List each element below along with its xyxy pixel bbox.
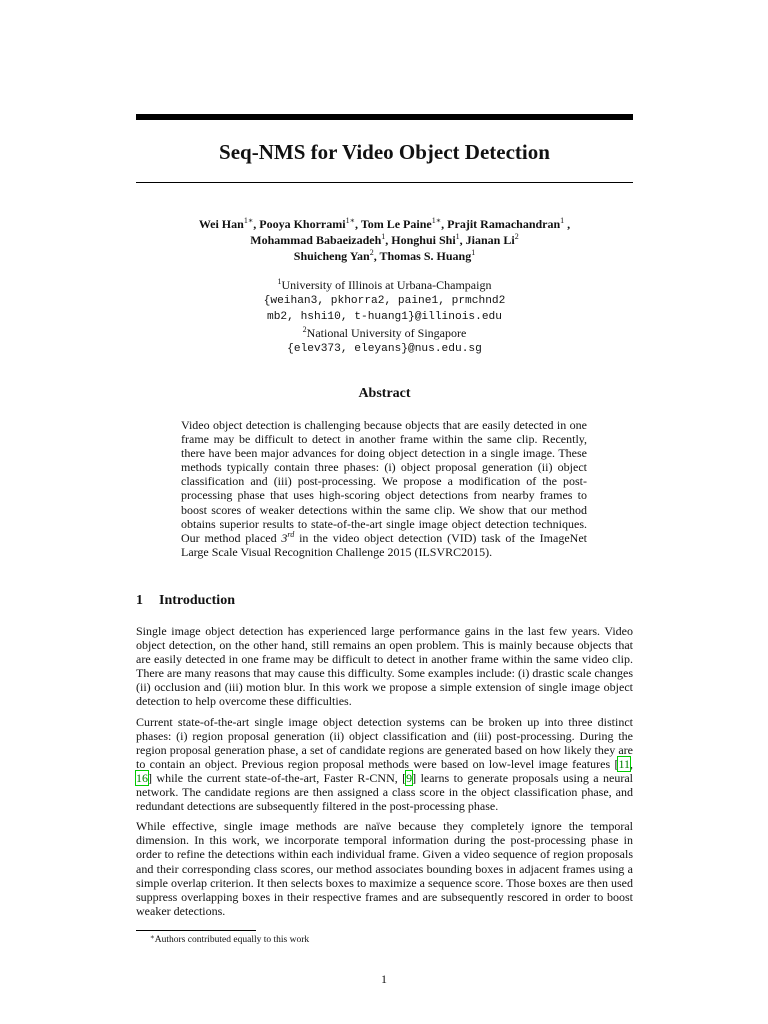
footnote-rule bbox=[136, 930, 256, 931]
author-affiliation-mark: 1 bbox=[431, 216, 436, 225]
paper-title: Seq-NMS for Video Object Detection bbox=[219, 140, 550, 164]
affiliation-1 bbox=[136, 277, 633, 293]
citation-link[interactable]: 16 bbox=[136, 770, 148, 785]
author-list bbox=[136, 216, 633, 264]
abstract-heading: Abstract bbox=[358, 386, 411, 401]
paragraph-2 bbox=[136, 715, 633, 814]
abstract-text bbox=[181, 418, 587, 559]
author-separator: , bbox=[441, 217, 448, 231]
placement-rank bbox=[281, 531, 294, 545]
abstract-text-part: Video object detection is challenging because objects that are easily detected in one frame may be difficult to detect in another frame within the same clip. Recently, there have been major advances for doing object detection in a single image. These methods typically contain three phases: (i) object proposal generation (ii) object classification and (iii) post-processing. We propose a modification of the post-processing phase that uses high-scoring object detections from nearby frames to boost scores of weaker detections within the same clip. We show that our method obtains superior results to state-of-the-art single image object detection techniques. Our method placed bbox=[181, 418, 587, 545]
email-line-3: {elev373, eleyans}@nus.edu.sg bbox=[287, 343, 482, 355]
author-name: Wei Han bbox=[198, 217, 244, 231]
equal-contribution-mark: ∗ bbox=[435, 216, 442, 225]
title-bottom-rule bbox=[136, 182, 633, 183]
affiliation-name: University of Illinois at Urbana-Champaign bbox=[281, 278, 492, 292]
author-affiliation-mark: 1 bbox=[243, 216, 248, 225]
email-line-1: {weihan3, pkhorra2, paine1, prmchnd2 bbox=[263, 295, 506, 307]
equal-contribution-mark: ∗ bbox=[349, 216, 356, 225]
author-line-1 bbox=[136, 216, 633, 232]
author-separator: , bbox=[459, 233, 466, 247]
section-heading-introduction bbox=[136, 591, 235, 611]
author-line-2 bbox=[136, 232, 633, 248]
author-affiliation-mark: 1 bbox=[345, 216, 350, 225]
page-number: 1 bbox=[381, 972, 387, 986]
author-separator: , bbox=[355, 217, 361, 231]
author-affiliation-mark: 1 bbox=[381, 232, 386, 241]
affiliation-2 bbox=[136, 325, 633, 341]
footnote-text: Authors contributed equally to this work bbox=[154, 935, 310, 945]
author-name: Pooya Khorrami bbox=[259, 217, 346, 231]
section-number: 1 bbox=[136, 593, 143, 608]
author-name: Mohammad Babaeizadeh bbox=[250, 233, 382, 247]
author-separator: , bbox=[564, 217, 571, 231]
affiliation-number: 2 bbox=[302, 325, 307, 334]
abstract-text-part: in the video object detection (VID) task of the ImageNet Large Scale Visual Recognition Challenge 2015 (ILSVRC2015). bbox=[181, 530, 587, 559]
affiliation-name: National University of Singapore bbox=[306, 326, 467, 340]
affiliation-number: 1 bbox=[277, 277, 282, 286]
author-affiliation-mark: 1 bbox=[560, 216, 565, 225]
email-line-2: mb2, hshi10, t-huang1}@illinois.edu bbox=[267, 311, 502, 323]
author-affiliation-mark: 2 bbox=[514, 232, 519, 241]
paragraph-text: learns to generate proposals using a neural network. The candidate regions are then assigned a class score in the object classification phase, and redundant detections are subsequently filtered in the post-processing phase. bbox=[136, 770, 633, 814]
author-separator: , bbox=[373, 249, 380, 263]
author-name: Shuicheng Yan bbox=[293, 249, 370, 263]
citation-bracket: ] bbox=[412, 770, 417, 785]
author-separator: , bbox=[253, 217, 260, 231]
author-line-3 bbox=[136, 248, 633, 264]
citation-link[interactable]: 9 bbox=[406, 770, 413, 785]
paragraph-text: Current state-of-the-art single image object detection systems can be broken up into three distinct phases: (i) region proposal generation (ii) object classification and (iii) post-processing. During the region proposal generation phase, a set of candidate regions are generated based on how likely they are to contain an object. Previous region proposal methods were based on low-level image features bbox=[136, 714, 633, 771]
introduction-body bbox=[136, 624, 633, 924]
placement-number: 3 bbox=[281, 530, 288, 545]
author-name: Thomas S. Huang bbox=[379, 249, 472, 263]
citation-bracket: ] bbox=[148, 770, 152, 785]
title-top-rule bbox=[136, 114, 633, 120]
citation-bracket: [ bbox=[402, 770, 407, 785]
citation-separator: , bbox=[630, 756, 633, 771]
citation-bracket: [ bbox=[614, 756, 619, 771]
footnote bbox=[150, 934, 309, 946]
footnote-mark: ∗ bbox=[150, 933, 155, 941]
author-name: Honghui Shi bbox=[391, 233, 456, 247]
section-title: Introduction bbox=[159, 593, 235, 608]
author-affiliation-mark: 2 bbox=[369, 248, 374, 257]
placement-ordinal-suffix: rd bbox=[287, 529, 295, 539]
author-name: Tom Le Paine bbox=[360, 217, 432, 231]
paragraph-text: while the current state-of-the-art, Faster R-CNN, bbox=[152, 770, 403, 785]
author-separator: , bbox=[385, 233, 392, 247]
citation-link[interactable]: 11 bbox=[618, 756, 630, 771]
author-affiliation-mark: 1 bbox=[455, 232, 460, 241]
author-name: Jianan Li bbox=[465, 233, 515, 247]
paragraph-3: While effective, single image methods are naïve because they completely ignore the temporal dimension. In this work, we incorporate temporal information during the post-processing phase in order to refine the detections within each individual frame. Given a video sequence of region proposals and their corresponding class scores, our method associates bounding boxes in adjacent frames using a simple overlap criterion. It then selects boxes to maximize a sequence score. Those boxes are then used suppress overlapping boxes in their respective frames and are subsequently rescored in order to boost weaker detections. bbox=[136, 819, 633, 918]
author-name: Prajit Ramachandran bbox=[447, 217, 561, 231]
equal-contribution-mark: ∗ bbox=[247, 216, 254, 225]
author-affiliation-mark: 1 bbox=[471, 248, 476, 257]
paragraph-1: Single image object detection has experienced large performance gains in the last few years. Video object detection, on the other hand, still remains an open problem. This is mainly because objects that are easily detected in one frame may be difficult to detect in another frame within the same video clip. There are many reasons that may cause this difficulty. Some examples include: (i) drastic scale changes (ii) occlusion and (iii) motion blur. In this work we propose a simple extension of single image object detection to help overcome these difficulties. bbox=[136, 624, 633, 709]
affiliations bbox=[136, 277, 633, 357]
